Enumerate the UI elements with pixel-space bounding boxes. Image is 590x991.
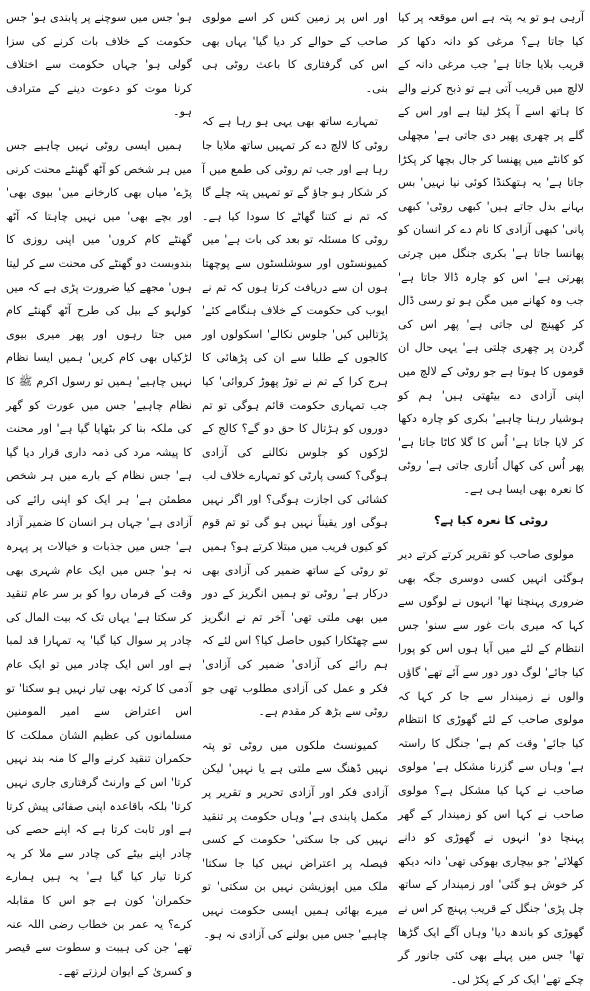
- column-gutter: [388, 6, 398, 789]
- column-gutter: [192, 6, 202, 789]
- text-column-left: [6, 6, 192, 978]
- paragraph: اور اس پر زمین کس کر اسے مولوی صاحب کے حوالے کر دیا گیا' یہاں بھی اس کی گرفتاری کا باعث روٹی ہی بنی۔: [202, 11, 388, 95]
- paragraph: مولوی صاحب کو تقریر کرتے کرتے دیر ہوگئی انہیں کسی دوسری جگہ بھی ضروری پہنچنا تھا' انہوں نے لوگوں سے کہا کہ میری بات غور سے سنو' جس انتظام کے لئے میں آیا ہوں اس کو پورا کیا جائے' لوگ دور دور سے آئے تھے' گاؤں والوں نے زمیندار سے جا کر کہا کہ مولوی صاحب کے لئے گھوڑی کا انتظام کیا جائے' وقت کم ہے' جنگل کا راستہ ہے' وہاں سے گزرنا مشکل ہے' مولوی صاحب نے کہا کیا مشکل ہے؟ مولوی صاحب نے کہا اس کو زمیندار کے گھر پہنچا دو' انہوں نے گھوڑی کو دانے کھلائے' جو بیچاری بھوکی تھی' دانہ دیکھ کر خوش ہو گئی' اور زمیندار کے ساتھ چل پڑی' جنگل کے قریب پہنچ کر اس نے گھوڑی کو باندھ دیا' وہاں آگے ایک گڑھا تھا' جس میں پہلے بھی کئی جانور گر چکے تھے' ایک کر کے پکڑ لی۔: [398, 548, 584, 986]
- paragraph: تمہارے ساتھ بھی یہی ہو رہا ہے کہ روٹی کا لالچ دے کر تمہیں ساتھ ملایا جا رہا ہے اور جب تم روٹی کی طمع میں آ کر شکار ہو جاؤ گے تو تمہیں پتہ چلے گا کہ تم نے کتنا گھاٹے کا سودا کیا ہے۔ روٹی کا مسئلہ تو بعد کی بات ہے' میں کمیونسٹوں اور سوشلسٹوں سے پوچھتا ہوں ان سے دریافت کرتا ہوں کہ تم نے ایوب کی حکومت کے خلاف ہنگامے کئے' پڑتالیں کیں' جلوس نکالے' اسکولوں اور کالجوں کے طلبا سے ان کی پڑھائی کا ہرج کرا کے تم نے توڑ پھوڑ کروائی' کیا جب تمہاری حکومت قائم ہوگی تو تم دوروں کو ہڑتال کا حق دو گے؟ کالج کے لڑکوں کو جلوس نکالنے کی آزادی ہوگی؟ کسی پارٹی کو تمہارے خلاف لب کشائی کی اجازت ہوگی؟ اور اگر نہیں ہوگی اور یقیناً نہیں ہو گی تو تم قوم کو کیوں فریب میں مبتلا کرتے ہو؟ ہمیں تو روٹی کے ساتھ ضمیر کی آزادی بھی درکار ہے' روٹی تو ہمیں انگریز کے دور میں بھی ملتی تھی' آخر تم نے انگریز سے چھٹکارا کیوں حاصل کیا؟ اس لئے کہ ہم رائے کی آزادی' ضمیر کی آزادی' فکر و عمل کی آزادی مطلوب تھی جو روٹی سے بڑھ کر مقدم ہے۔: [202, 115, 388, 719]
- paragraph: ہمیں ایسی روٹی نہیں چاہیے جس میں ہر شخص کو آٹھ گھنٹے محنت کرنی پڑے' میاں بھی کارخانے میں' بیوی بھی' اور بچے بھی' میں نہیں چاہتا کہ آٹھ گھنٹے کام کروں' میں اپنی روزی کا بندوبست دو گھنٹے کی محنت سے کر لیتا ہوں' مجھے کیا ضرورت پڑی ہے کہ میں کولہو کے بیل کی طرح آٹھ گھنٹے کام میں جتا رہوں اور پھر میری بیوی لڑکیاں بھی کام کریں' ہمیں ایسا نظام نہیں چاہیے' ہمیں تو رسول اکرم ﷺ کا نظام چاہیے' جس میں عورت کو گھر کی ملکہ بنا کر بٹھایا گیا ہے' اور محنت کا پیشہ مرد کی ذمہ داری قرار دیا گیا ہے' جس نظام کے بارے میں ہر شخص مطمئن ہے' ہر ایک کو اپنی رائے کی آزادی ہے' جہاں ہر انسان کا ضمیر آزاد ہے' جس میں جذبات و خیالات پر پہرہ نہ ہو' جس میں ایک عام شہری بھی وقت کے فرماں روا کو بر سر عام تنقید کر سکتا ہے' یہاں تک کہ بیت المال کی چادر پر سوال کیا گیا' یہ تمہارا قد لمبا ہے اور اس ایک چادر میں تو ایک عام آدمی کا کرتہ بھی تیار نہیں ہو سکتا' تو اس اعتراض سے امیر المومنین مسلمانوں کی عظیم الشان مملکت کا حکمران تنقید کرنے والے کا منہ بند نہیں کرتا' اس کے وارنٹ گرفتاری جاری نہیں کرتا' بلکہ باقاعدہ اپنی صفائی پیش کرتا ہے اور ثابت کرتا ہے کہ اپنے حصے کی چادر اپنے بیٹے کی چادر سے ملا کر یہ کرتا تیار کیا گیا ہے' یہ ہیں ہمارے حکمران' کون ہے جو اس کا مقابلہ کرے؟ یہ عمر بن خطاب رضی اللہ عنہ تھے' جن کی ہیبت و سطوت سے قیصر و کسریٰ کے ایوان لرزتے تھے۔: [6, 138, 192, 978]
- paragraph: ہو' جس میں سوچنے پر پابندی ہو' جس حکومت کے خلاف بات کرنے کی سزا گولی ہو' جہاں حکومت سے اختلاف کرنا موت کو دعوت دینے کے مترادف ہو۔: [6, 11, 192, 119]
- paragraph: آرہی ہو تو یہ پتہ ہے اس موقعہ پر کیا کیا جاتا ہے؟ مرغی کو دانہ دکھا کر قریب بلایا جاتا ہے' جب مرغی دانہ کے لالچ میں قریب آتی ہے تو ذبح کرنے والے کا ہاتھ اسے آ پکڑ لیتا ہے اور اس کے گلے پر چھری پھیر دی جاتی ہے' مچھلی کو کانٹے میں پھنسا کر جال بچھا کر پکڑا جاتا ہے' یہ ہتھکنڈا کوئی نیا نہیں' بس بہانے بدل جاتے ہیں' کبھی روٹی' کبھی پانی' کبھی آزادی کا نام دے کر انسان کو پھانسا جاتا ہے' بکری جنگل میں چرتی پھرتی ہے' اس کو چارہ ڈالا جاتا ہے' جب وہ کھانے میں مگن ہو تو رسی ڈال کر کھینچ لی جاتی ہے' پھر اس کی گردن پر چھری چلتی ہے' یہی حال ان قوموں کا ہوتا ہے جو روٹی کے لالچ میں اپنی آزادی دے بیٹھتی ہیں' ہم کو ہوشیار رہنا چاہیے' بکری کو چارہ دکھا کر لایا جاتا ہے' اُس کا گلا کاٹا جاتا ہے' پھر اُس کی کھال اُتاری جاتی ہے' روٹی کا نعرہ بھی ایسا ہی ہے۔: [398, 11, 584, 496]
- paragraph: کمیونسٹ ملکوں میں روٹی تو پتہ نہیں ڈھنگ سے ملتی ہے یا نہیں' لیکن آزادی فکر اور آزادی تحریر و تقریر پر مکمل پابندی ہے' وہاں حکومت پر تنقید نہیں کی جا سکتی' حکومت کے کسی فیصلہ پر اعتراض نہیں کیا جا سکتا' ملک میں اپوزیشن نہیں بن سکتی' تو میرے بھائی ہمیں ایسی حکومت نہیں چاہیے' جس میں بولنے کی آزادی نہ ہو۔: [202, 738, 388, 941]
- section-heading: روٹی کا نعرہ کیا ہے؟: [433, 514, 549, 528]
- text-column-right: [398, 6, 584, 986]
- text-column-middle: [202, 6, 388, 941]
